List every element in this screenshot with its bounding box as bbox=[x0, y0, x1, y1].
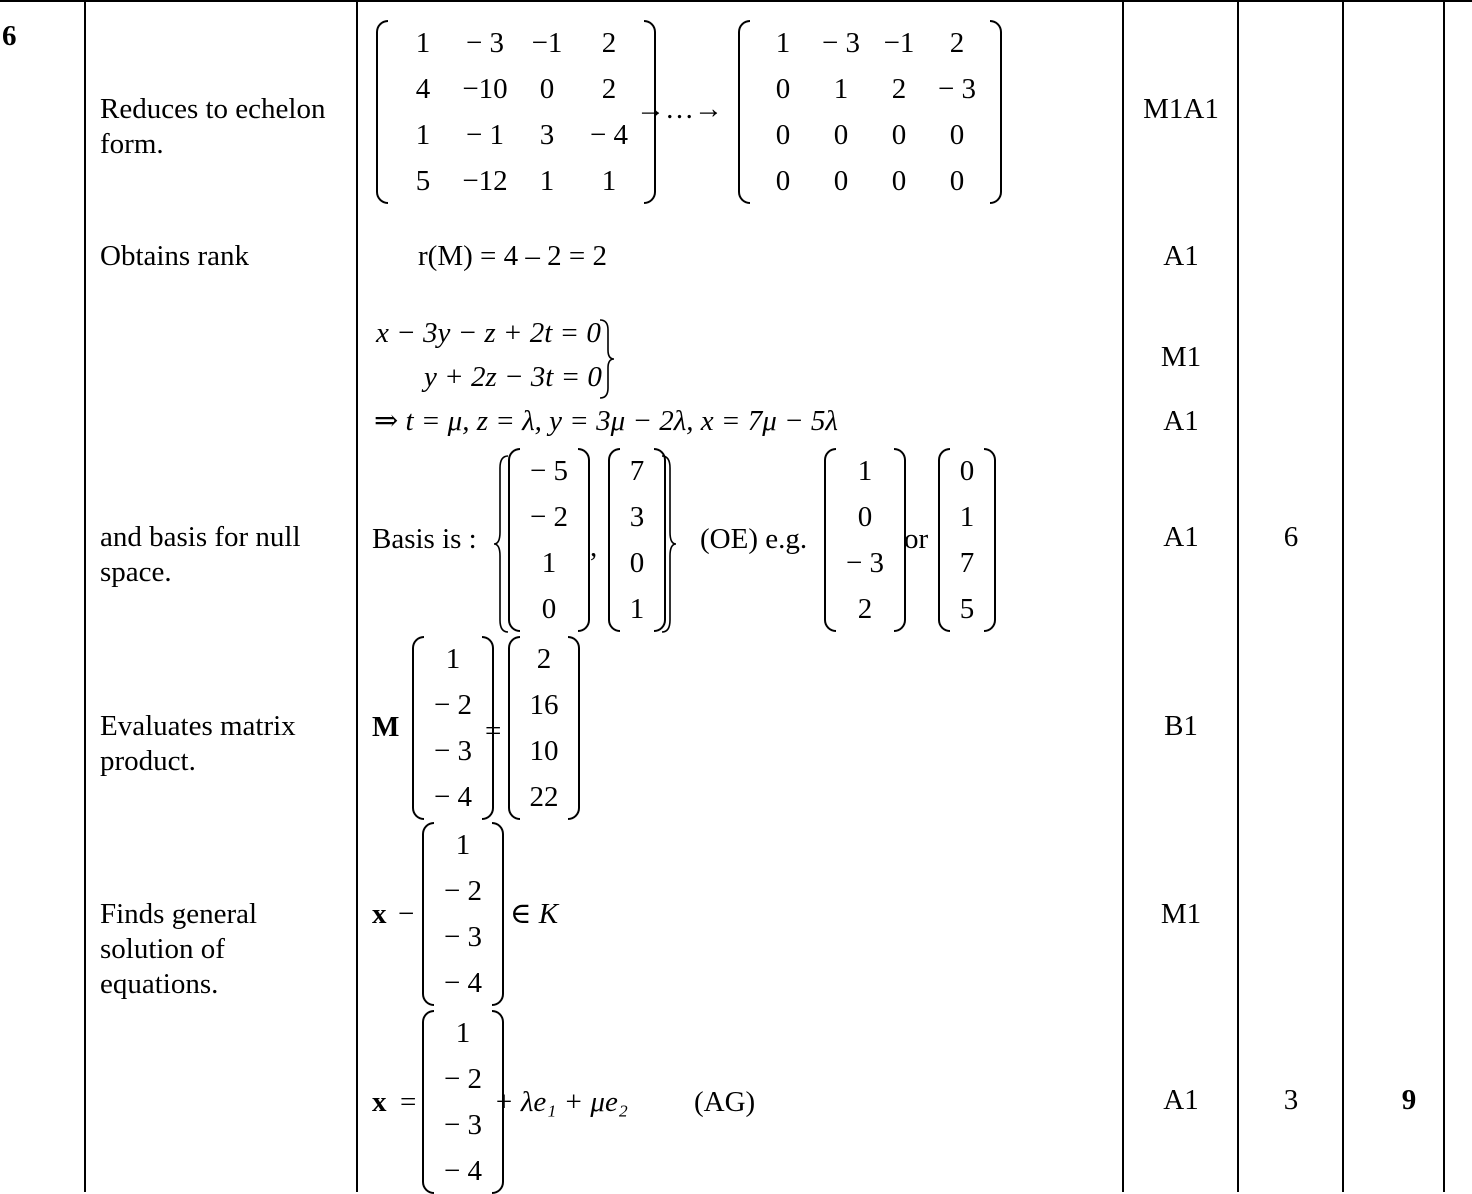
product-input-vector bbox=[412, 636, 494, 820]
matrix-cell: 1 bbox=[857, 455, 873, 487]
matrix-cell: 1 bbox=[539, 165, 555, 197]
matrix-left-bracket bbox=[422, 822, 434, 1006]
matrix-cell: 1 bbox=[959, 501, 975, 533]
row-desc-product: Evaluates matrix product. bbox=[100, 710, 296, 777]
matrix-cell: − 3 bbox=[443, 1109, 483, 1141]
matrix-cell: 0 bbox=[833, 165, 849, 197]
matrix-cell: − 4 bbox=[443, 967, 483, 999]
col-divider-4 bbox=[1237, 0, 1239, 1192]
mark-rank: A1 bbox=[1163, 240, 1199, 272]
matrix-cell: 7 bbox=[959, 547, 975, 579]
equation-2: y + 2z − 3t = 0 bbox=[424, 361, 602, 393]
matrix-cell: 0 bbox=[775, 165, 791, 197]
equation-1: x − 3y − z + 2t = 0 bbox=[376, 317, 601, 349]
matrix-left-bracket bbox=[508, 636, 520, 820]
matrix-cell: 16 bbox=[529, 689, 559, 721]
matrix-cell: 22 bbox=[529, 781, 559, 813]
matrix-echelon bbox=[738, 20, 1002, 204]
row-desc-echelon: Reduces to echelon form. bbox=[100, 93, 326, 160]
basis-right-brace bbox=[660, 454, 678, 634]
matrix-original bbox=[376, 20, 656, 204]
col-divider-3 bbox=[1122, 0, 1124, 1192]
matrix-left-bracket bbox=[824, 448, 836, 632]
matrix-cell: − 4 bbox=[589, 119, 629, 151]
matrix-cell: −1 bbox=[883, 27, 915, 59]
col-divider-6 bbox=[1443, 0, 1445, 1192]
alt-basis-vector-2 bbox=[938, 448, 996, 632]
question-number: 6 bbox=[2, 20, 17, 52]
minus-sign: − bbox=[398, 898, 415, 930]
equals-final: = bbox=[400, 1086, 417, 1118]
mark-params: A1 bbox=[1163, 405, 1199, 437]
basis-vector-1 bbox=[508, 448, 590, 632]
matrix-cell: −10 bbox=[462, 73, 508, 105]
matrix-right-bracket bbox=[990, 20, 1002, 204]
vector-x-symbol-1: x bbox=[372, 898, 387, 930]
particular-solution-vector-1 bbox=[422, 822, 504, 1006]
matrix-cell: 5 bbox=[415, 165, 431, 197]
matrix-cell: 1 bbox=[833, 73, 849, 105]
parameter-solution: ⇒ t = μ, z = λ, y = 3μ − 2λ, x = 7μ − 5λ bbox=[374, 405, 838, 437]
matrix-cell: 0 bbox=[949, 119, 965, 151]
matrix-cell: 0 bbox=[775, 119, 791, 151]
matrix-left-bracket bbox=[508, 448, 520, 632]
matrix-cell: − 4 bbox=[443, 1155, 483, 1187]
matrix-cell: 0 bbox=[891, 119, 907, 151]
matrix-cell: 0 bbox=[629, 547, 645, 579]
mark-equations: M1 bbox=[1160, 341, 1202, 373]
matrix-left-bracket bbox=[608, 448, 620, 632]
matrix-cell: 3 bbox=[629, 501, 645, 533]
matrix-cell: 3 bbox=[539, 119, 555, 151]
matrix-cell: − 2 bbox=[529, 501, 569, 533]
or-label: or bbox=[904, 523, 929, 555]
matrix-cell: −12 bbox=[462, 165, 508, 197]
or-equivalent-label: (OE) e.g. bbox=[700, 523, 808, 555]
mark-basis: A1 bbox=[1163, 521, 1199, 553]
matrix-cell: 1 bbox=[629, 593, 645, 625]
matrix-m-symbol: M bbox=[372, 711, 400, 743]
product-equals: = bbox=[485, 715, 502, 747]
matrix-cell: − 3 bbox=[845, 547, 885, 579]
col-divider-1 bbox=[84, 0, 86, 1192]
basis-comma: , bbox=[590, 531, 598, 563]
matrix-cell: 2 bbox=[857, 593, 873, 625]
matrix-cell: 0 bbox=[539, 73, 555, 105]
product-result-vector bbox=[508, 636, 580, 820]
matrix-cell: − 3 bbox=[821, 27, 861, 59]
matrix-cell: 5 bbox=[959, 593, 975, 625]
matrix-cell: − 3 bbox=[937, 73, 977, 105]
matrix-cell: 1 bbox=[541, 547, 557, 579]
element-of-kernel: ∈ K bbox=[510, 898, 559, 930]
matrix-cell: 2 bbox=[601, 73, 617, 105]
matrix-cell: 1 bbox=[601, 165, 617, 197]
matrix-cell: 1 bbox=[415, 27, 431, 59]
matrix-cell: 2 bbox=[949, 27, 965, 59]
matrix-cell: 0 bbox=[857, 501, 873, 533]
matrix-left-bracket bbox=[412, 636, 424, 820]
table-top-border bbox=[0, 0, 1472, 2]
row-desc-general: Finds general solution of equations. bbox=[100, 898, 258, 1000]
matrix-cell: 10 bbox=[529, 735, 559, 767]
matrix-cell: 1 bbox=[455, 829, 471, 861]
matrix-cell: 2 bbox=[891, 73, 907, 105]
matrix-cell: 0 bbox=[949, 165, 965, 197]
matrix-cell: − 4 bbox=[433, 781, 473, 813]
matrix-cell: − 5 bbox=[529, 455, 569, 487]
matrix-cell: 1 bbox=[445, 643, 461, 675]
subtotal-part-a: 6 bbox=[1283, 521, 1299, 553]
matrix-cell: 0 bbox=[775, 73, 791, 105]
matrix-cell: − 2 bbox=[433, 689, 473, 721]
matrix-left-bracket bbox=[938, 448, 950, 632]
matrix-cell: −1 bbox=[531, 27, 563, 59]
mark-echelon: M1A1 bbox=[1143, 93, 1219, 125]
matrix-left-bracket bbox=[422, 1010, 434, 1194]
mark-product: B1 bbox=[1164, 710, 1198, 742]
basis-vector-2 bbox=[608, 448, 666, 632]
matrix-cell: − 3 bbox=[443, 921, 483, 953]
reduction-arrow: →…→ bbox=[636, 93, 723, 125]
alt-basis-vector-1 bbox=[824, 448, 906, 632]
matrix-cell: 1 bbox=[775, 27, 791, 59]
matrix-cell: 0 bbox=[959, 455, 975, 487]
matrix-left-bracket bbox=[738, 20, 750, 204]
rank-statement: r(M) = 4 – 2 = 2 bbox=[418, 240, 607, 272]
matrix-left-bracket bbox=[376, 20, 388, 204]
vector-x-symbol-2: x bbox=[372, 1086, 387, 1118]
matrix-cell: 1 bbox=[415, 119, 431, 151]
matrix-cell: − 2 bbox=[443, 1063, 483, 1095]
matrix-cell: 1 bbox=[455, 1017, 471, 1049]
equations-brace bbox=[598, 318, 616, 400]
total-marks: 9 bbox=[1401, 1084, 1417, 1116]
kernel-combination: + λe₁ + μe₂ bbox=[494, 1086, 628, 1118]
matrix-cell: − 3 bbox=[465, 27, 505, 59]
mark-final: A1 bbox=[1163, 1084, 1199, 1116]
matrix-cell: 4 bbox=[415, 73, 431, 105]
matrix-cell: 0 bbox=[833, 119, 849, 151]
matrix-cell: − 3 bbox=[433, 735, 473, 767]
matrix-cell: 0 bbox=[541, 593, 557, 625]
mark-general: M1 bbox=[1160, 898, 1202, 930]
basis-label: Basis is : bbox=[372, 523, 477, 555]
matrix-cell: 7 bbox=[629, 455, 645, 487]
matrix-right-bracket bbox=[492, 822, 504, 1006]
matrix-cell: − 2 bbox=[443, 875, 483, 907]
particular-solution-vector-2 bbox=[422, 1010, 504, 1194]
matrix-cell: − 1 bbox=[465, 119, 505, 151]
matrix-right-bracket bbox=[984, 448, 996, 632]
matrix-cell: 2 bbox=[536, 643, 552, 675]
row-desc-basis: and basis for null space. bbox=[100, 521, 301, 588]
col-divider-2 bbox=[356, 0, 358, 1192]
matrix-cell: 0 bbox=[891, 165, 907, 197]
matrix-right-bracket bbox=[578, 448, 590, 632]
matrix-cell: 2 bbox=[601, 27, 617, 59]
subtotal-part-b: 3 bbox=[1283, 1084, 1299, 1116]
row-desc-rank: Obtains rank bbox=[100, 240, 249, 272]
answer-given-label: (AG) bbox=[694, 1086, 756, 1118]
matrix-right-bracket bbox=[568, 636, 580, 820]
col-divider-5 bbox=[1342, 0, 1344, 1192]
